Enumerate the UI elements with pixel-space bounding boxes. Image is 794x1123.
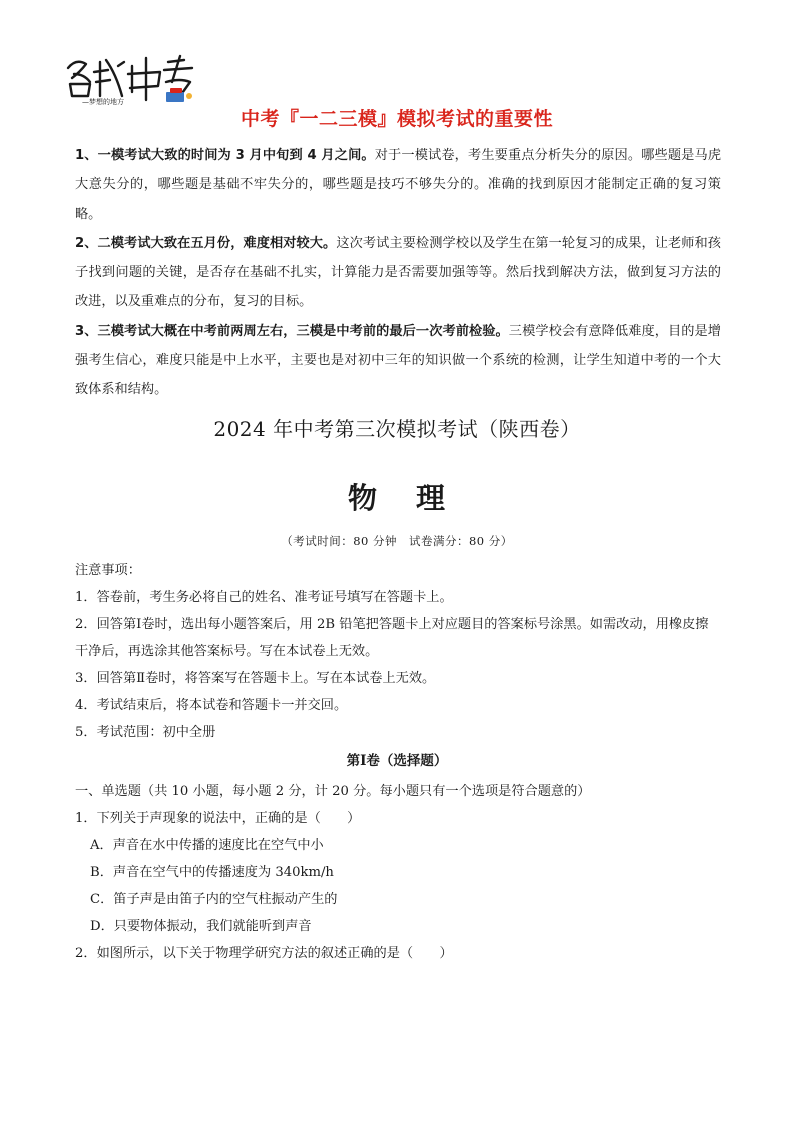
notes-section — [75, 557, 721, 746]
questions-section — [75, 778, 721, 967]
book-icon — [166, 88, 192, 102]
intro-bold-1: 1、一模考试大致的时间为 3 月中旬到 4 月之间。 — [75, 148, 375, 163]
part-heading: 一、单选题（共 10 小题，每小题 2 分，计 20 分。每小题只有一个选项是符合题意的） — [75, 784, 591, 799]
logo — [62, 52, 197, 110]
note-item: 1．答卷前，考生务必将自己的姓名、准考证号填写在答题卡上。 — [75, 590, 453, 605]
intro-section — [75, 141, 721, 405]
question-stem-2: 2．如图所示，以下关于物理学研究方法的叙述正确的是（ ） — [75, 946, 453, 961]
intro-text-3: 三模学校会有意降低难度，目的是增强考生信心，难度只能是中上水平，主要也是对初中三年的知识做一个系统的检测，让学生知道中考的一个大致体系和结构。 — [75, 323, 721, 398]
intro-bold-3: 3、三模考试大概在中考前两周左右，三模是中考前的最后一次考前检验。 — [75, 323, 509, 339]
banner-title: 中考『一二三模』模拟考试的重要性 — [240, 108, 553, 130]
intro-paragraph-2 — [75, 229, 721, 317]
note-item: 3．回答第Ⅱ卷时，将答案写在答题卡上。写在本试卷上无效。 — [75, 671, 436, 686]
question-1-option-b: B．声音在空气中的传播速度为 340km/h — [90, 865, 334, 880]
note-item: 4．考试结束后，将本试卷和答题卡一并交回。 — [75, 698, 348, 713]
intro-bold-2: 2、二模考试大致在五月份，难度相对较大。 — [75, 235, 337, 251]
question-stem-1: 1．下列关于声现象的说法中，正确的是（ ） — [75, 811, 361, 826]
question-1-option-c: C．笛子声是由笛子内的空气柱振动产生的 — [90, 892, 338, 907]
logo-subtext: —梦想的地方 — [82, 98, 124, 106]
exam-title: 2024 年中考第三次模拟考试（陕西卷） — [213, 417, 581, 441]
question-1-option-d: D．只要物体振动，我们就能听到声音 — [90, 919, 312, 934]
intro-text-1: 对于一模试卷，考生要重点分析失分的原因。哪些题是马虎大意失分的，哪些题是基础不牢失分的，哪些题是技巧不够失分的。准确的找到原因才能制定正确的复习策略。 — [75, 148, 722, 222]
question-1-option-a: A．声音在水中传播的速度比在空气中小 — [90, 838, 324, 853]
note-item: 5．考试范围：初中全册 — [75, 725, 216, 740]
intro-paragraph-1 — [75, 141, 721, 229]
intro-paragraph-3 — [75, 317, 721, 405]
note-item: 2．回答第Ⅰ卷时，选出每小题答案后，用 2B 铅笔把答题卡上对应题目的答案标号涂黑。如需改动，用橡皮擦干净后，再选涂其他答案标号。写在本试卷上无效。 — [75, 617, 709, 659]
section-title: 第Ⅰ卷（选择题） — [346, 753, 448, 769]
subject-char-2: 理 — [416, 481, 447, 515]
intro-text-2: 这次考试主要检测学校以及学生在第一轮复习的成果，让老师和孩子找到问题的关键，是否存在基础不扎实，计算能力是否需要加强等等。然后找到解决方法，做到复习方法的改进，以及重难点的分布，复习的目标。 — [75, 235, 721, 310]
subject-char-1: 物 — [347, 481, 378, 515]
notes-heading: 注意事项： — [75, 563, 141, 578]
exam-meta: （考试时间：80 分钟 试卷满分：80 分） — [281, 534, 513, 548]
subject-title — [0, 476, 794, 517]
